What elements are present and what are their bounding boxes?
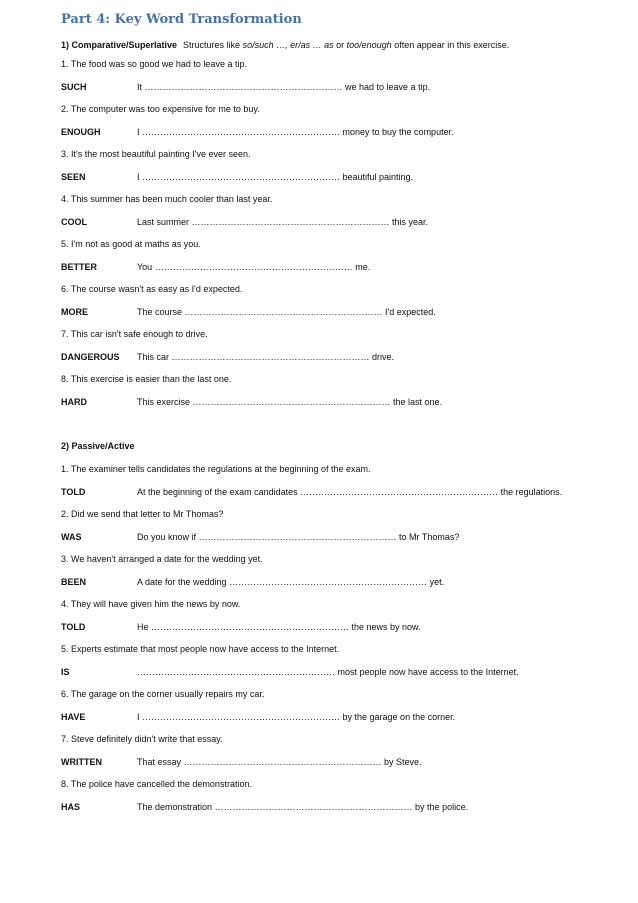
keyword: WAS: [61, 532, 82, 542]
answer-before: Do you know if: [137, 532, 199, 542]
keyword: SEEN: [61, 172, 86, 182]
keyword: TOLD: [61, 622, 86, 632]
answer-after: the regulations.: [498, 487, 563, 497]
answer-after: beautiful painting.: [340, 172, 414, 182]
answer-before: That essay: [137, 757, 184, 767]
section1-desc-italic-2: too/enough: [346, 40, 392, 50]
answer-after: drive.: [369, 352, 395, 362]
keyword: IS: [61, 667, 70, 677]
answer-before: The demonstration: [137, 802, 215, 812]
s2-item8-prompt: 8. The police have cancelled the demonstration.: [61, 779, 252, 789]
answer-before: I: [137, 172, 143, 182]
answer-after: me.: [352, 262, 371, 272]
s2-item8-answer-line: [61, 801, 468, 813]
answer-before: A date for the wedding: [137, 577, 230, 587]
answer-after: we had to leave a tip.: [342, 82, 431, 92]
answer-blank[interactable]: …………………………………………………………: [154, 262, 353, 272]
answer-after: by the police.: [412, 802, 469, 812]
answer-before: Last summer: [137, 217, 192, 227]
keyword: BEEN: [61, 577, 87, 587]
s2-item2-answer-line: [61, 531, 459, 543]
section1-desc-mid: or: [333, 40, 347, 50]
answer-after: the last one.: [390, 397, 443, 407]
answer-before: You: [137, 262, 155, 272]
answer-before: This car: [137, 352, 172, 362]
s2-item3-answer-line: [61, 576, 444, 588]
answer-blank[interactable]: …………………………………………………………: [214, 802, 413, 812]
keyword: MORE: [61, 307, 88, 317]
answer-blank[interactable]: …………………………………………………………: [137, 667, 335, 677]
answer-blank[interactable]: …………………………………………………………: [300, 487, 499, 497]
s2-item5-prompt: 5. Experts estimate that most people now have access to the Internet.: [61, 644, 340, 654]
s1-item4-prompt: 4. This summer has been much cooler than last year.: [61, 194, 273, 204]
s1-item8-answer-line: [61, 396, 442, 408]
answer-blank[interactable]: …………………………………………………………: [183, 757, 382, 767]
s2-item5-answer-line: [61, 666, 519, 678]
s2-item6-answer-line: [61, 711, 455, 723]
s2-item1-prompt: 1. The examiner tells candidates the regulations at the beginning of the exam.: [61, 464, 371, 474]
answer-after: most people now have access to the Internet.: [335, 667, 519, 677]
answer-blank[interactable]: …………………………………………………………: [142, 712, 341, 722]
keyword: SUCH: [61, 82, 87, 92]
answer-blank[interactable]: …………………………………………………………: [151, 622, 350, 632]
answer-before: He: [137, 622, 152, 632]
s1-item7-prompt: 7. This car isn't safe enough to drive.: [61, 329, 208, 339]
answer-blank[interactable]: …………………………………………………………: [191, 217, 390, 227]
s1-item3-prompt: 3. It's the most beautiful painting I've ever seen.: [61, 149, 251, 159]
section1-desc-pre: Structures like: [183, 40, 243, 50]
keyword: HAS: [61, 802, 81, 812]
section1-desc-post: often appear in this exercise.: [391, 40, 510, 50]
answer-blank[interactable]: …………………………………………………………: [144, 82, 343, 92]
keyword: WRITTEN: [61, 757, 102, 767]
answer-after: yet.: [427, 577, 445, 587]
answer-after: money to buy the computer.: [340, 127, 454, 137]
s2-item1-answer-line: [61, 486, 562, 498]
s2-item7-prompt: 7. Steve definitely didn't write that essay.: [61, 734, 223, 744]
keyword: DANGEROUS: [61, 352, 120, 362]
keyword: HAVE: [61, 712, 86, 722]
answer-after: by the garage on the corner.: [340, 712, 456, 722]
s1-item5-answer-line: [61, 261, 370, 273]
s2-item2-prompt: 2. Did we send that letter to Mr Thomas?: [61, 509, 224, 519]
keyword: TOLD: [61, 487, 86, 497]
keyword: HARD: [61, 397, 87, 407]
answer-after: by Steve.: [381, 757, 422, 767]
keyword: ENOUGH: [61, 127, 101, 137]
s2-item3-prompt: 3. We haven't arranged a date for the wedding yet.: [61, 554, 263, 564]
s1-item6-answer-line: [61, 306, 436, 318]
answer-before: This exercise: [137, 397, 193, 407]
s1-item1-answer-line: [61, 81, 430, 93]
s1-item1-prompt: 1. The food was so good we had to leave a tip.: [61, 59, 247, 69]
answer-after: the news by now.: [349, 622, 421, 632]
keyword: BETTER: [61, 262, 97, 272]
answer-after: to Mr Thomas?: [396, 532, 460, 542]
s1-item6-prompt: 6. The course wasn't as easy as I'd expected.: [61, 284, 243, 294]
answer-before: I: [137, 127, 143, 137]
answer-after: this year.: [389, 217, 429, 227]
section1-heading: 1) Comparative/Superlative: [61, 40, 178, 50]
answer-before: At the beginning of the exam candidates: [137, 487, 301, 497]
answer-blank[interactable]: …………………………………………………………: [229, 577, 428, 587]
page-title: Part 4: Key Word Transformation: [61, 12, 302, 27]
s1-item4-answer-line: [61, 216, 428, 228]
section1-heading-line: [61, 39, 509, 51]
s1-item7-answer-line: [61, 351, 394, 363]
s1-item3-answer-line: [61, 171, 413, 183]
answer-blank[interactable]: …………………………………………………………: [142, 127, 341, 137]
section1-description: [183, 40, 509, 50]
s1-item2-answer-line: [61, 126, 454, 138]
s2-item6-prompt: 6. The garage on the corner usually repairs my car.: [61, 689, 265, 699]
s2-item7-answer-line: [61, 756, 422, 768]
s2-item4-prompt: 4. They will have given him the news by now.: [61, 599, 241, 609]
answer-after: I'd expected.: [382, 307, 436, 317]
keyword: COOL: [61, 217, 87, 227]
s1-item5-prompt: 5. I'm not as good at maths as you.: [61, 239, 201, 249]
answer-blank[interactable]: …………………………………………………………: [171, 352, 370, 362]
answer-before: I: [137, 712, 143, 722]
answer-blank[interactable]: …………………………………………………………: [184, 307, 383, 317]
answer-blank[interactable]: …………………………………………………………: [198, 532, 397, 542]
s1-item8-prompt: 8. This exercise is easier than the last one.: [61, 374, 232, 384]
section2-heading: 2) Passive/Active: [61, 441, 135, 451]
s2-item4-answer-line: [61, 621, 421, 633]
s1-item2-prompt: 2. The computer was too expensive for me to buy.: [61, 104, 260, 114]
answer-before: The course: [137, 307, 185, 317]
answer-blank[interactable]: …………………………………………………………: [142, 172, 341, 182]
section1-desc-italic-1: so/such …, er/as … as: [242, 40, 334, 50]
answer-before: It: [137, 82, 145, 92]
answer-blank[interactable]: …………………………………………………………: [192, 397, 391, 407]
